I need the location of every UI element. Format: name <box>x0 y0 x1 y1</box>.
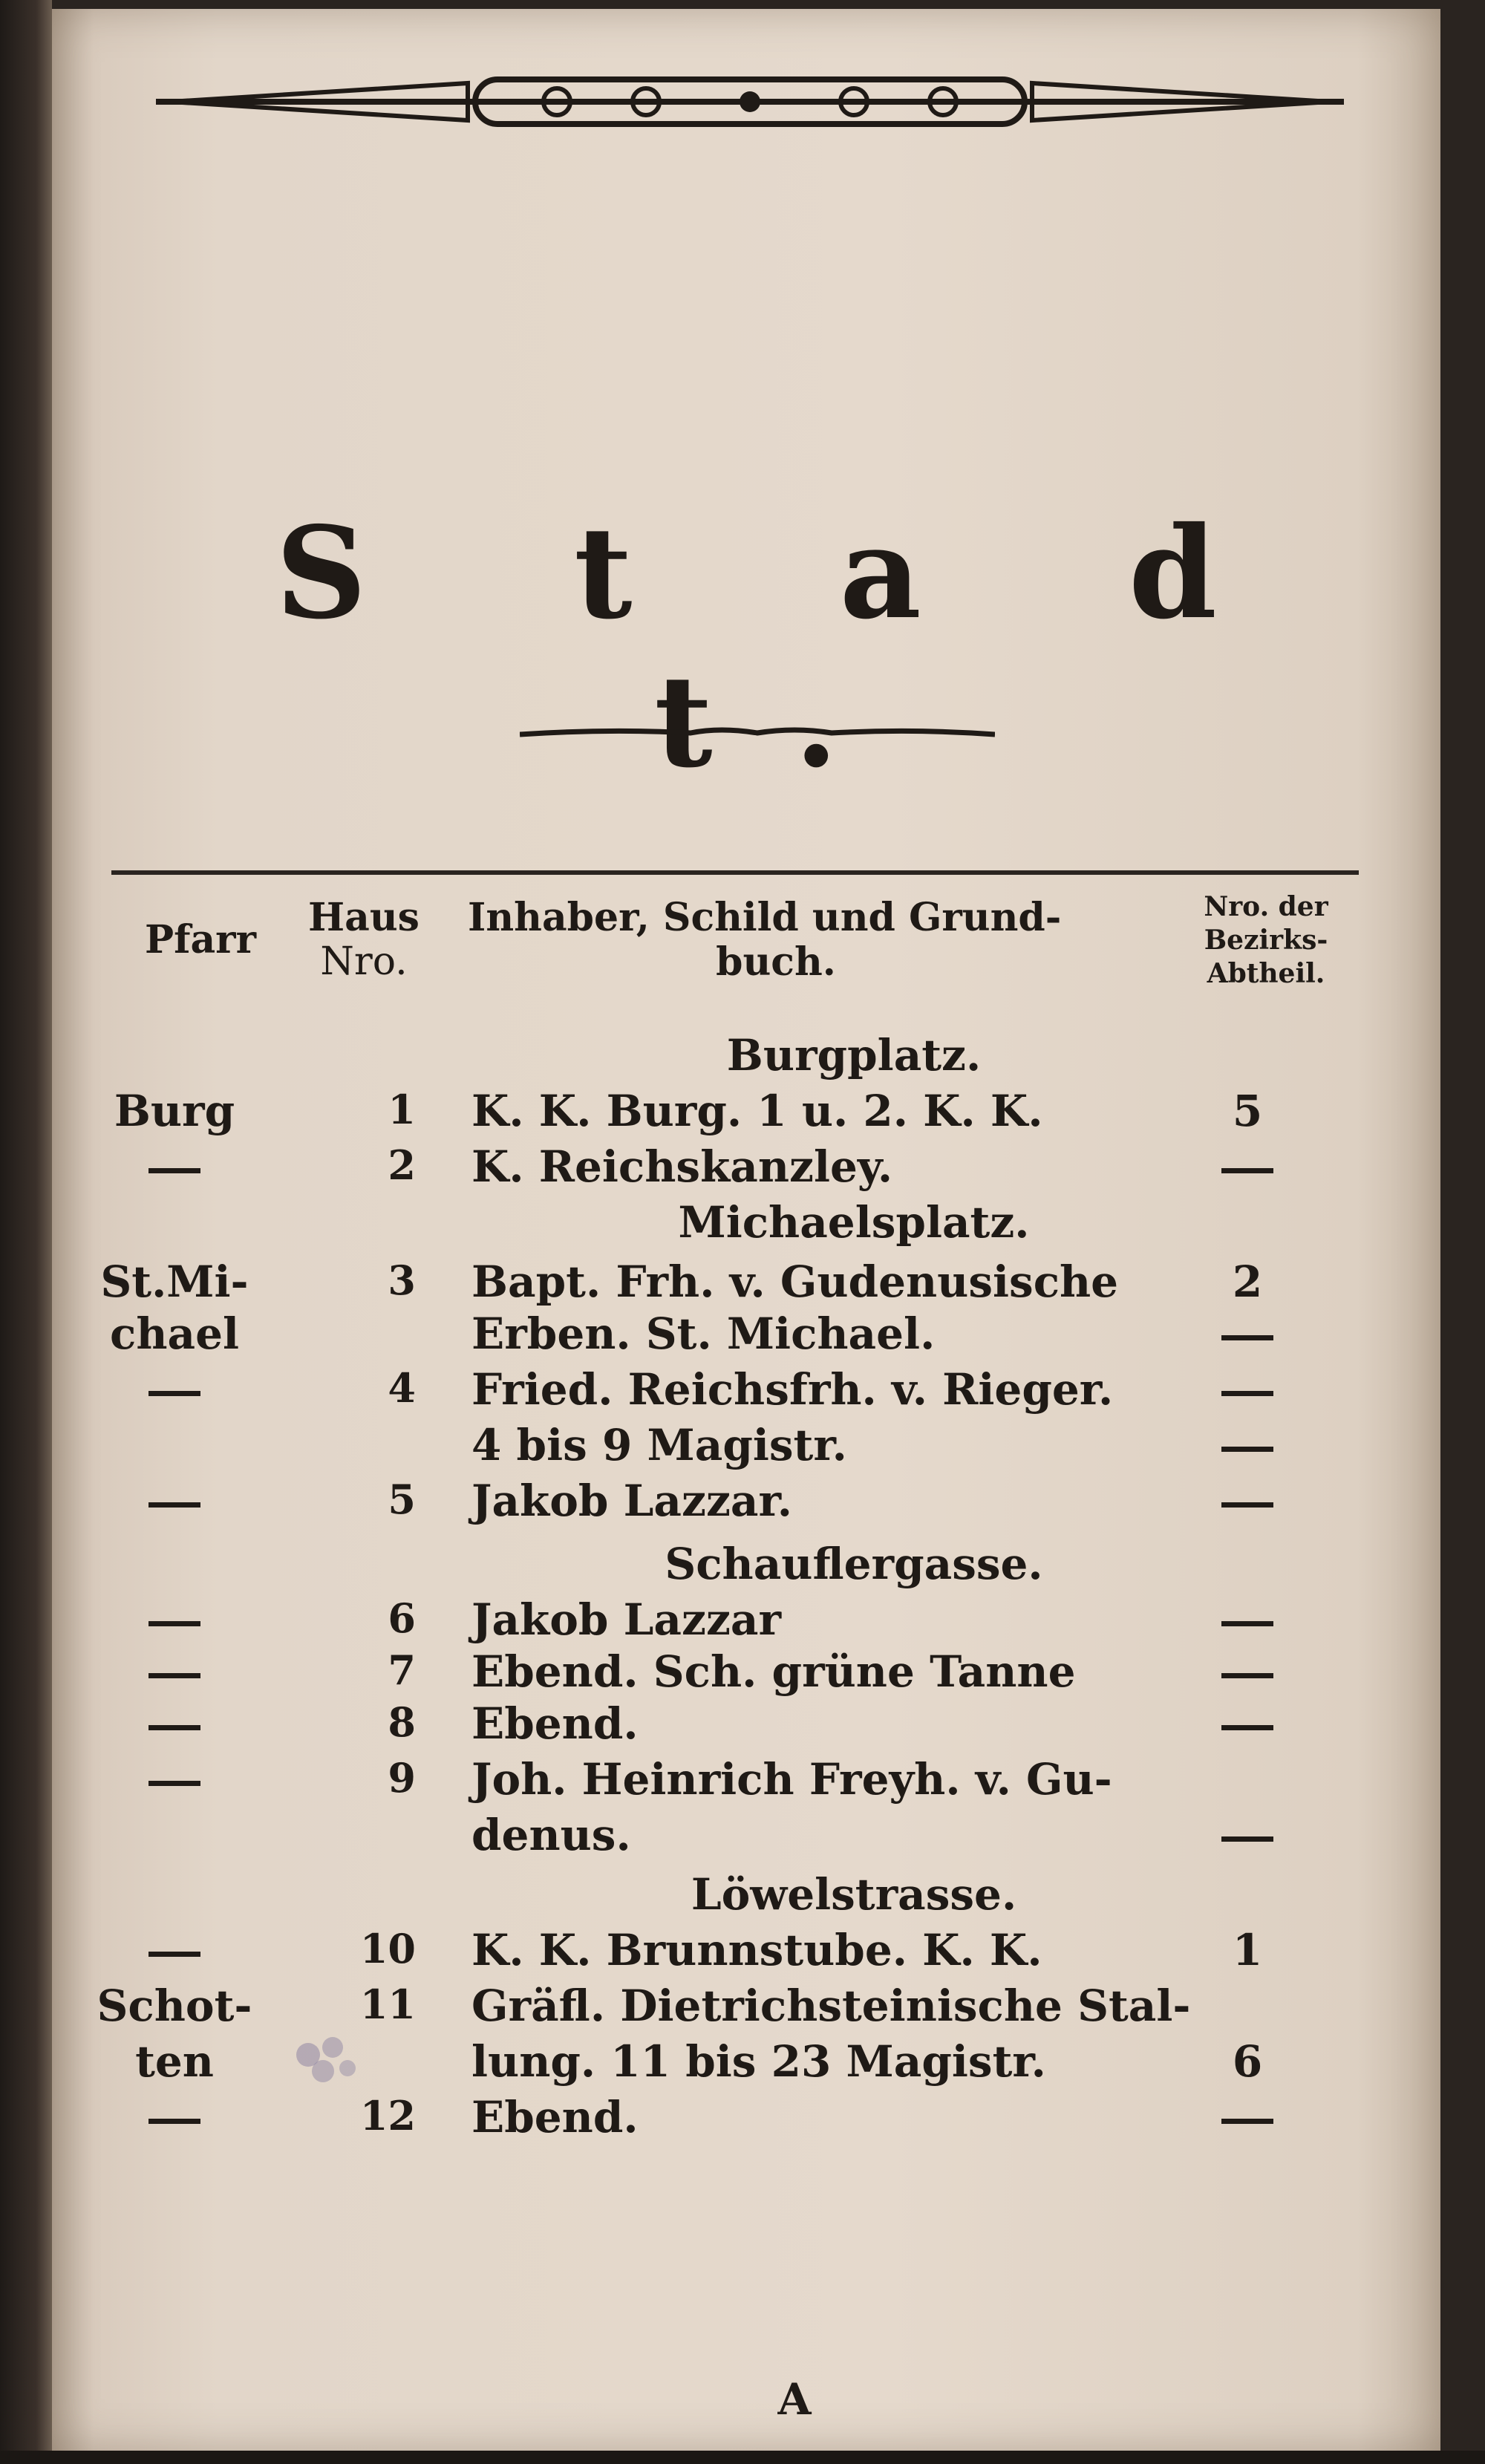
house-number-cell: 5 <box>388 1476 416 1523</box>
ditto-dash <box>1221 1621 1273 1626</box>
title-flourish <box>520 718 995 748</box>
house-number-cell: 12 <box>359 2092 416 2139</box>
owner-cell: Fried. Reichsfrh. v. Rieger. <box>471 1364 1114 1415</box>
house-number-cell: 8 <box>388 1698 416 1746</box>
ditto-dash <box>1221 1391 1273 1396</box>
ditto-dash <box>148 1725 200 1730</box>
owner-cell: Bapt. Frh. v. Gudenusische <box>471 1257 1119 1307</box>
pfarr-cell <box>97 1141 252 1192</box>
owner-cell: Gräfl. Dietrichsteinische Stal- <box>471 1981 1191 2031</box>
district-cell <box>1184 1594 1311 1645</box>
top-ornament <box>156 68 1344 135</box>
owner-cell: Jakob Lazzar. <box>471 1476 792 1526</box>
table-row <box>52 1141 1440 1193</box>
house-number-cell: 9 <box>388 1754 416 1802</box>
table-row <box>52 1257 1440 1308</box>
house-number-cell: 7 <box>388 1646 416 1694</box>
pfarr-cell: St.Mi- <box>100 1257 249 1307</box>
header-bez-3: Abtheil. <box>1207 958 1325 989</box>
district-cell: 5 <box>1232 1086 1263 1136</box>
house-number-cell: 3 <box>388 1257 416 1304</box>
header-haus: Haus <box>308 895 420 940</box>
pfarr-cell: Schot- <box>97 1981 252 2031</box>
ditto-dash <box>1221 1673 1273 1678</box>
owner-cell: K. K. Burg. 1 u. 2. K. K. <box>471 1086 1043 1136</box>
owner-cell: Jakob Lazzar <box>471 1594 782 1645</box>
district-cell <box>1184 1364 1311 1415</box>
table-row <box>52 2092 1440 2144</box>
table-row <box>52 1698 1440 1750</box>
district-cell <box>1184 1420 1311 1470</box>
owner-cell: Joh. Heinrich Freyh. v. Gu- <box>471 1754 1112 1805</box>
table-row <box>52 1476 1440 1528</box>
pfarr-cell <box>97 1754 252 1805</box>
owner-cell: Ebend. <box>471 1698 639 1749</box>
header-nro: Nro. <box>320 939 408 984</box>
page-bottom-edge <box>0 2451 1485 2464</box>
house-number-cell: 6 <box>388 1594 416 1642</box>
pfarr-cell <box>97 1646 252 1697</box>
street-heading: Löwelstrasse. <box>691 1869 1017 1920</box>
pfarr-cell <box>97 1594 252 1645</box>
signature-mark: A <box>777 2374 812 2425</box>
table-row <box>52 1364 1440 1416</box>
owner-cell: K. Reichskanzley. <box>471 1141 893 1192</box>
ditto-dash <box>1221 1502 1273 1508</box>
district-cell: 2 <box>1232 1257 1263 1307</box>
owner-cell: K. K. Brunnstube. K. K. <box>471 1925 1042 1975</box>
district-cell: 6 <box>1232 2036 1263 2087</box>
ditto-dash <box>1221 1335 1273 1340</box>
header-pfarr: Pfarr <box>145 917 256 962</box>
ditto-dash <box>148 1621 200 1626</box>
district-cell <box>1184 1810 1311 1860</box>
ditto-dash <box>1221 1168 1273 1173</box>
street-heading: Burgplatz. <box>726 1030 982 1081</box>
table-row <box>52 1925 1440 1977</box>
table-top-rule <box>111 870 1359 875</box>
ditto-dash <box>148 1673 200 1678</box>
ditto-dash <box>1221 1725 1273 1730</box>
page-title: S t a d t. <box>275 499 1299 796</box>
pfarr-cell: chael <box>110 1308 239 1359</box>
table-row <box>52 2036 1440 2088</box>
pfarr-cell <box>97 1364 252 1415</box>
header-bez-1: Nro. der <box>1204 891 1328 922</box>
owner-cell: 4 bis 9 Magistr. <box>471 1420 847 1470</box>
pfarr-cell: ten <box>135 2036 214 2087</box>
pfarr-cell: Burg <box>114 1086 235 1136</box>
header-inhaber-2: buch. <box>716 939 836 985</box>
district-cell <box>1184 1646 1311 1697</box>
ditto-dash <box>148 1391 200 1396</box>
street-heading: Schauflergasse. <box>665 1539 1043 1589</box>
table-row <box>52 1086 1440 1138</box>
ditto-dash <box>148 1502 200 1508</box>
ditto-dash <box>148 1952 200 1957</box>
owner-cell: Erben. St. Michael. <box>471 1308 936 1359</box>
owner-cell: Ebend. <box>471 2092 639 2142</box>
book-spine <box>0 0 52 2464</box>
district-cell <box>1184 1476 1311 1526</box>
district-cell <box>1184 2092 1311 2142</box>
ditto-dash <box>1221 2119 1273 2124</box>
pfarr-cell <box>97 2092 252 2142</box>
header-bez-2: Bezirks- <box>1204 925 1328 956</box>
ditto-dash <box>148 2119 200 2124</box>
pfarr-cell <box>97 1698 252 1749</box>
district-cell <box>1184 1141 1311 1192</box>
ditto-dash <box>1221 1447 1273 1452</box>
house-number-cell: 11 <box>359 1981 416 2028</box>
ditto-dash <box>1221 1836 1273 1842</box>
house-number-cell: 10 <box>359 1925 416 1972</box>
ditto-dash <box>148 1168 200 1173</box>
district-cell <box>1184 1698 1311 1749</box>
house-number-cell: 1 <box>388 1086 416 1133</box>
house-number-cell: 4 <box>388 1364 416 1412</box>
table-row <box>52 1646 1440 1698</box>
table-row <box>52 1981 1440 2033</box>
street-heading: Michaelsplatz. <box>678 1197 1030 1248</box>
ditto-dash <box>148 1781 200 1786</box>
house-number-cell: 2 <box>388 1141 416 1189</box>
table-row <box>52 1308 1440 1360</box>
owner-cell: denus. <box>471 1810 631 1860</box>
header-inhaber-1: Inhaber, Schild und Grund- <box>468 895 1062 940</box>
table-row <box>52 1594 1440 1646</box>
owner-cell: lung. 11 bis 23 Magistr. <box>471 2036 1046 2087</box>
district-cell <box>1184 1308 1311 1359</box>
table-row <box>52 1810 1440 1862</box>
book-page <box>52 9 1440 2452</box>
table-row <box>52 1754 1440 1806</box>
table-row <box>52 1420 1440 1472</box>
pfarr-cell <box>97 1476 252 1526</box>
district-cell: 1 <box>1232 1925 1263 1975</box>
owner-cell: Ebend. Sch. grüne Tanne <box>471 1646 1076 1697</box>
pfarr-cell <box>97 1925 252 1975</box>
